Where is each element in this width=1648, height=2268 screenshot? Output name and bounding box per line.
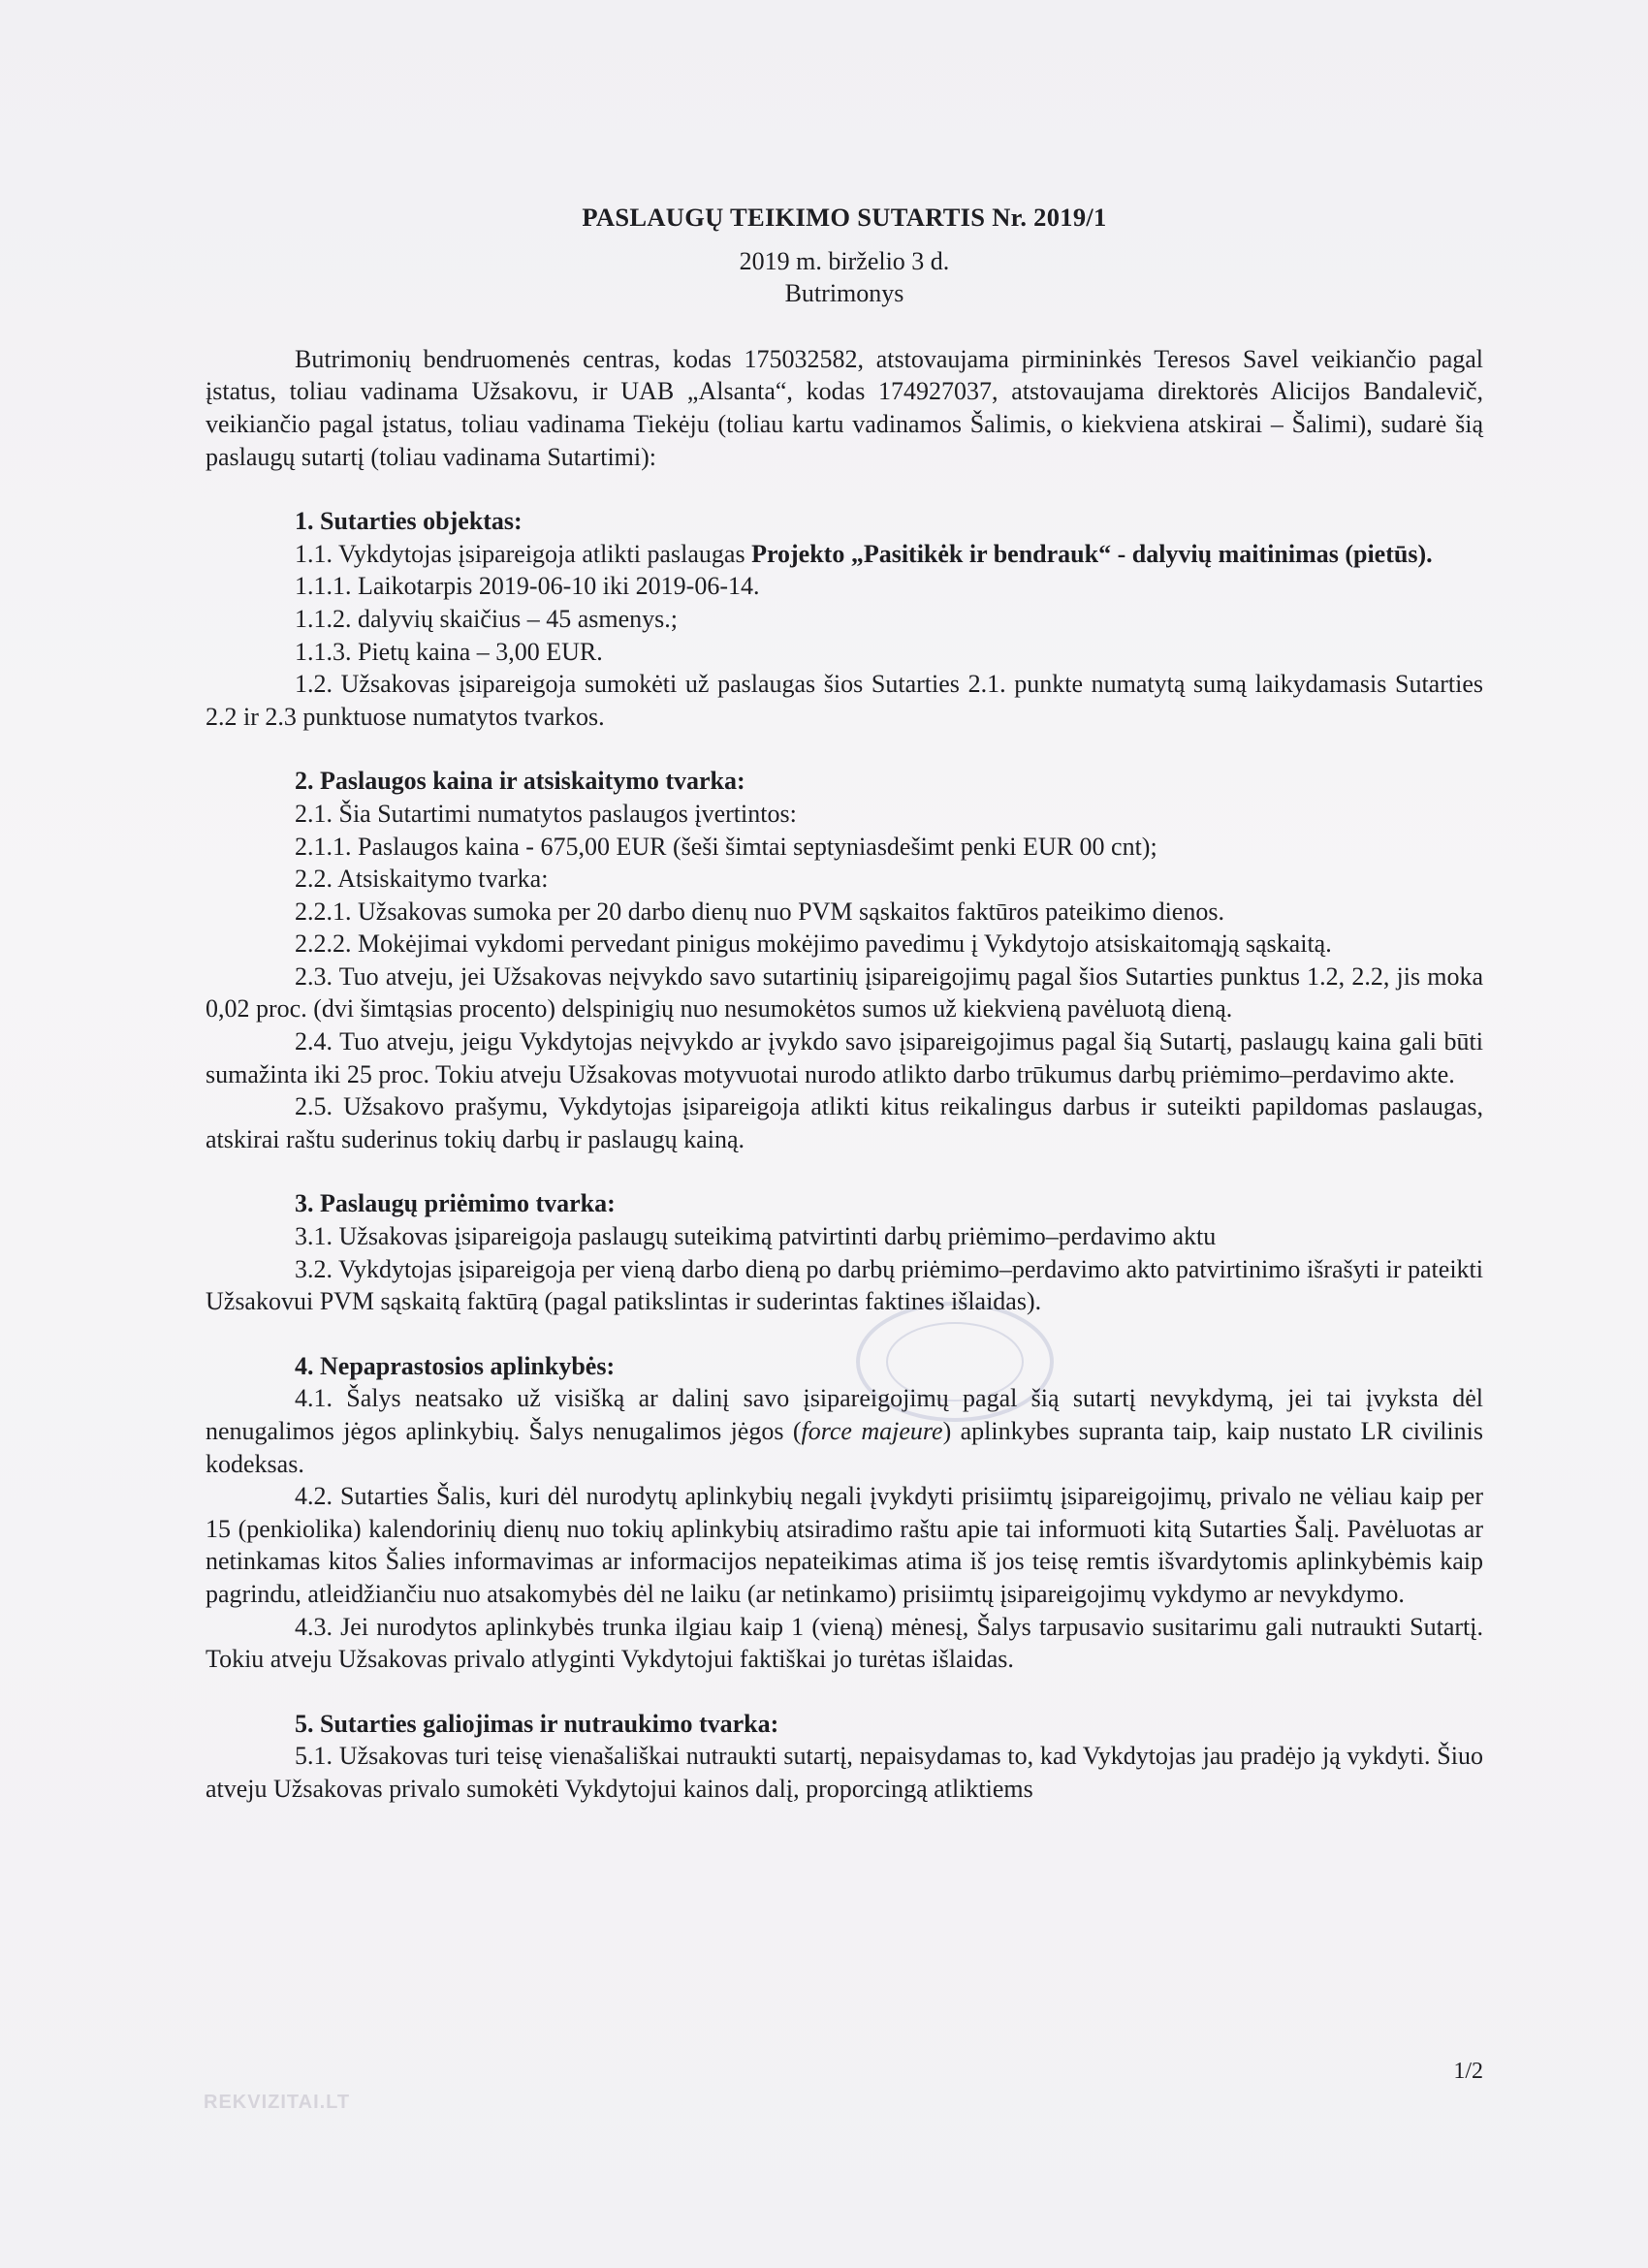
clause-2-3: 2.3. Tuo atveju, jei Užsakovas neįvykdo savo sutartinių įsipareigojimų pagal šios Sutarties punktus 1.2, 2.2, jis moka 0,02 proc. (dvi šimtąsias procento) delspinigių nuo nesumokėtos sumos už kiekvieną pavėluotą dieną.	[206, 961, 1483, 1024]
document-title: PASLAUGŲ TEIKIMO SUTARTIS Nr. 2019/1	[582, 203, 1107, 232]
clause-4-1-text-b: ) aplinkybes supranta taip, kaip nustato LR civilinis kodeksas.	[206, 1417, 1483, 1478]
clause-1-1-2: 1.1.2. dalyvių skaičius – 45 asmenys.;	[295, 604, 679, 633]
clause-4-3: 4.3. Jei nurodytos aplinkybės trunka ilgiau kaip 1 (vieną) mėnesį, Šalys tarpusavio susitarimu gali nutraukti Sutartį. Tokiu atveju Užsakovas privalo atlyginti Vykdytojui faktiškai jo turėtas išlaidas.	[206, 1612, 1483, 1674]
section-1-heading: 1. Sutarties objektas:	[295, 507, 523, 536]
clause-1-1-3: 1.1.3. Pietų kaina – 3,00 EUR.	[295, 637, 603, 666]
clause-2-1-1: 2.1.1. Paslaugos kaina - 675,00 EUR (šeši šimtai septyniasdešimt penki EUR 00 cnt);	[295, 832, 1157, 861]
section-4-heading: 4. Nepaprastosios aplinkybės:	[295, 1351, 616, 1380]
clause-2-2: 2.2. Atsiskaitymo tvarka:	[295, 865, 549, 894]
page-number: 1/2	[1453, 2059, 1483, 2084]
section-3-heading: 3. Paslaugų priėmimo tvarka:	[295, 1189, 616, 1218]
clause-2-2-1: 2.2.1. Užsakovas sumoka per 20 darbo dienų nuo PVM sąskaitos faktūros pateikimo dienos.	[295, 897, 1224, 926]
clause-3-2: 3.2. Vykdytojas įsipareigoja per vieną darbo dieną po darbų priėmimo–perdavimo akto patvirtinimo išrašyti ir pateikti Užsakovui PVM sąskaitą faktūrą (pagal patikslintas ir suderintas faktines išlaidas).	[206, 1254, 1483, 1316]
clause-1-1-text: 1.1. Vykdytojas įsipareigoja atlikti paslaugas	[295, 539, 752, 568]
clause-1-2: 1.2. Užsakovas įsipareigoja sumokėti už paslaugas šios Sutarties 2.1. punkte numatytą sumą laikydamasis Sutarties 2.2 ir 2.3 punktuose numatytos tvarkos.	[206, 670, 1483, 731]
clause-1-1-1: 1.1.1. Laikotarpis 2019-06-10 iki 2019-06-14.	[295, 572, 760, 601]
document-body	[206, 202, 1483, 1806]
clause-4-1	[206, 1382, 1483, 1480]
watermark: REKVIZITAI.LT	[204, 2092, 351, 2113]
clause-2-5: 2.5. Užsakovo prašymu, Vykdytojas įsipareigoja atlikti kitus reikalingus darbus ir suteikti papildomas paslaugas, atskirai raštu suderinus tokių darbų ir paslaugų kainą.	[206, 1092, 1483, 1153]
clause-4-1-text-a: 4.1. Šalys neatsako už visišką ar dalinį savo įsipareigojimų pagal šią sutartį nevykdymą, jei tai įvyksta dėl nenugalimos jėgos aplinkybių. Šalys nenugalimos jėgos (	[206, 1384, 1483, 1445]
section-5-heading: 5. Sutarties galiojimas ir nutraukimo tvarka:	[295, 1709, 779, 1738]
document-date: 2019 m. birželio 3 d.	[739, 246, 950, 275]
clause-1-1	[206, 538, 1483, 571]
clause-3-1: 3.1. Užsakovas įsipareigoja paslaugų suteikimą patvirtinti darbų priėmimo–perdavimo aktu	[295, 1222, 1217, 1251]
intro-paragraph: Butrimonių bendruomenės centras, kodas 175032582, atstovaujama pirmininkės Teresos Savel veikiančio pagal įstatus, toliau vadinama Užsakovu, ir UAB „Alsanta“, kodas 174927037, atstovaujama direktorės Alicijos Bandalevič, veikiančio pagal įstatus, toliau vadinama Tiekėju (toliau kartu vadinamos Šalimis, o kiekviena atskirai – Šalimi), sudarė šią paslaugų sutartį (toliau vadinama Sutartimi):	[206, 344, 1483, 471]
clause-2-2-2: 2.2.2. Mokėjimai vykdomi pervedant pinigus mokėjimo pavedimu į Vykdytojo atsiskaitomąją sąskaitą.	[295, 929, 1332, 959]
clause-2-1: 2.1. Šia Sutartimi numatytos paslaugos įvertintos:	[295, 799, 797, 828]
section-2-heading: 2. Paslaugos kaina ir atsiskaitymo tvarka:	[295, 767, 745, 796]
clause-4-2: 4.2. Sutarties Šalis, kuri dėl nurodytų aplinkybių negali įvykdyti prisiimtų įsipareigojimų, privalo ne vėliau kaip per 15 (penkiolika) kalendorinių dienų nuo tokių aplinkybių atsiradimo raštu apie tai informuoti kitą Sutarties Šalį. Pavėluotas ar netinkamas kitos Šalies informavimas ar informacijos nepateikimas atima iš jos teisę remtis išvardytomis aplinkybėmis kaip pagrindu, atleidžiančiu nuo atsakomybės dėl ne laiku (ar netinkamo) prisiimtų įsipareigojimų vykdymo ar nevykdymo.	[206, 1482, 1483, 1608]
clause-2-4: 2.4. Tuo atveju, jeigu Vykdytojas neįvykdo ar įvykdo savo įsipareigojimus pagal šią Sutartį, paslaugų kaina gali būti sumažinta iki 25 proc. Tokiu atveju Užsakovas motyvuotai nurodo atlikto darbo trūkumus darbų priėmimo–perdavimo akte.	[206, 1027, 1483, 1088]
document-place: Butrimonys	[784, 279, 904, 308]
clause-5-1: 5.1. Užsakovas turi teisę vienašališkai nutraukti sutartį, nepaisydamas to, kad Vykdytojas jau pradėjo ją vykdyti. Šiuo atveju Užsakovas privalo sumokėti Vykdytojui kainos dalį, proporcingą atliktiems	[206, 1742, 1483, 1803]
clause-1-1-project: Projekto „Pasitikėk ir bendrauk“ - dalyvių maitinimas (pietūs).	[751, 539, 1433, 568]
clause-4-1-force-majeure: force majeure	[801, 1417, 943, 1445]
